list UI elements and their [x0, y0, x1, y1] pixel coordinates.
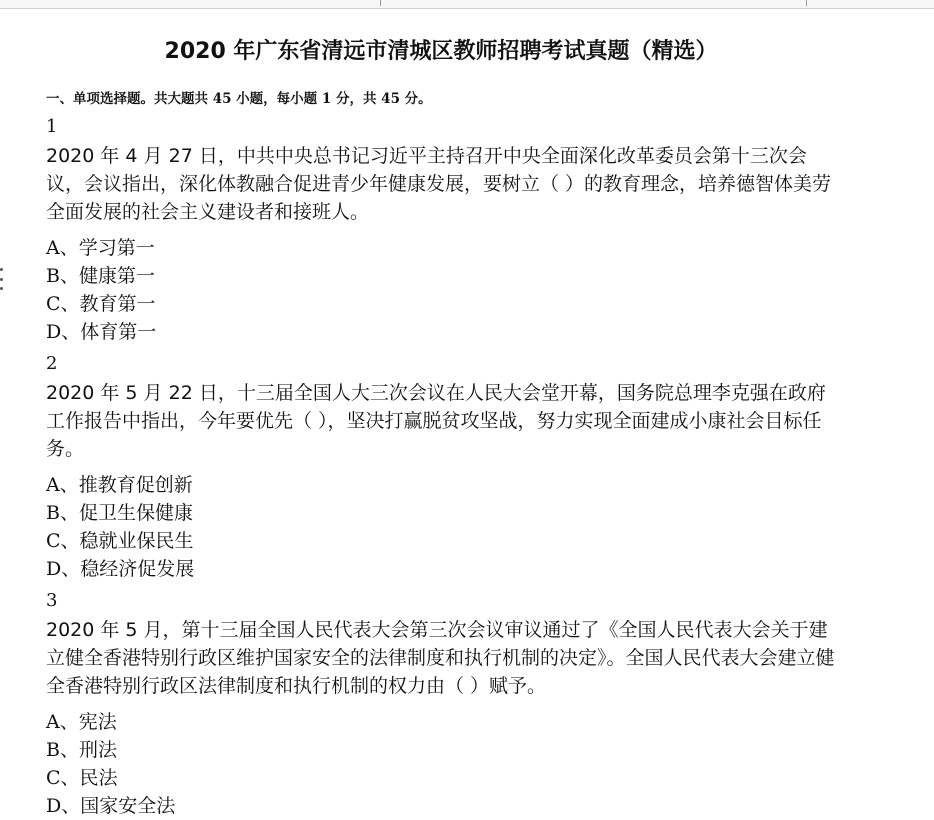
section-header: 一、单项选择题。共大题共 45 小题，每小题 1 分，共 45 分。: [46, 90, 432, 107]
top-ruler: [0, 0, 934, 9]
question-number: 2: [46, 352, 58, 374]
document-page: [46, 28, 836, 820]
question-1: [46, 113, 836, 346]
option-b: B、促卫生保健康: [46, 501, 193, 524]
option-b: B、健康第一: [46, 264, 155, 287]
question-2: [46, 350, 836, 583]
option-b: B、刑法: [46, 738, 117, 761]
question-stem: 2020 年 5 月，第十三届全国人民代表大会第三次会议审议通过了《全国人民代表大会关于建立健全香港特别行政区维护国家安全的法律制度和执行机制的决定》。全国人民代表大会建立健全香港特别行政区法律制度和执行机制的权力由（ ）赋予。: [46, 618, 835, 697]
option-d: D、国家安全法: [46, 794, 176, 817]
ruler-mark: [380, 0, 381, 6]
option-c: C、民法: [46, 766, 118, 789]
side-drag-handle[interactable]: [0, 268, 4, 290]
question-stem: 2020 年 5 月 22 日，十三届全国人大三次会议在人民大会堂开幕，国务院总理李克强在政府工作报告中指出，今年要优先（ ），坚决打赢脱贫攻坚战，努力实现全面建成小康社会目标任务。: [46, 381, 826, 460]
handle-dot: [0, 287, 3, 290]
document-title: 2020 年广东省清远市清城区教师招聘考试真题（精选）: [164, 39, 718, 64]
handle-dot: [0, 268, 3, 271]
option-c: C、教育第一: [46, 292, 156, 315]
option-c: C、稳就业保民生: [46, 529, 194, 552]
ruler-mark: [806, 0, 807, 6]
question-stem: 2020 年 4 月 27 日，中共中央总书记习近平主持召开中央全面深化改革委员会第十三次会议，会议指出，深化体教融合促进青少年健康发展，要树立（ ）的教育理念，培养德智体美劳全面发展的社会主义建设者和接班人。: [46, 144, 832, 223]
question-number: 1: [46, 115, 58, 137]
option-a: A、学习第一: [46, 236, 155, 259]
option-a: A、宪法: [46, 710, 117, 733]
question-3: [46, 587, 836, 820]
handle-dot: [0, 278, 3, 281]
option-a: A、推教育促创新: [46, 473, 193, 496]
option-d: D、体育第一: [46, 320, 157, 343]
option-d: D、稳经济促发展: [46, 557, 195, 580]
question-number: 3: [46, 589, 58, 611]
